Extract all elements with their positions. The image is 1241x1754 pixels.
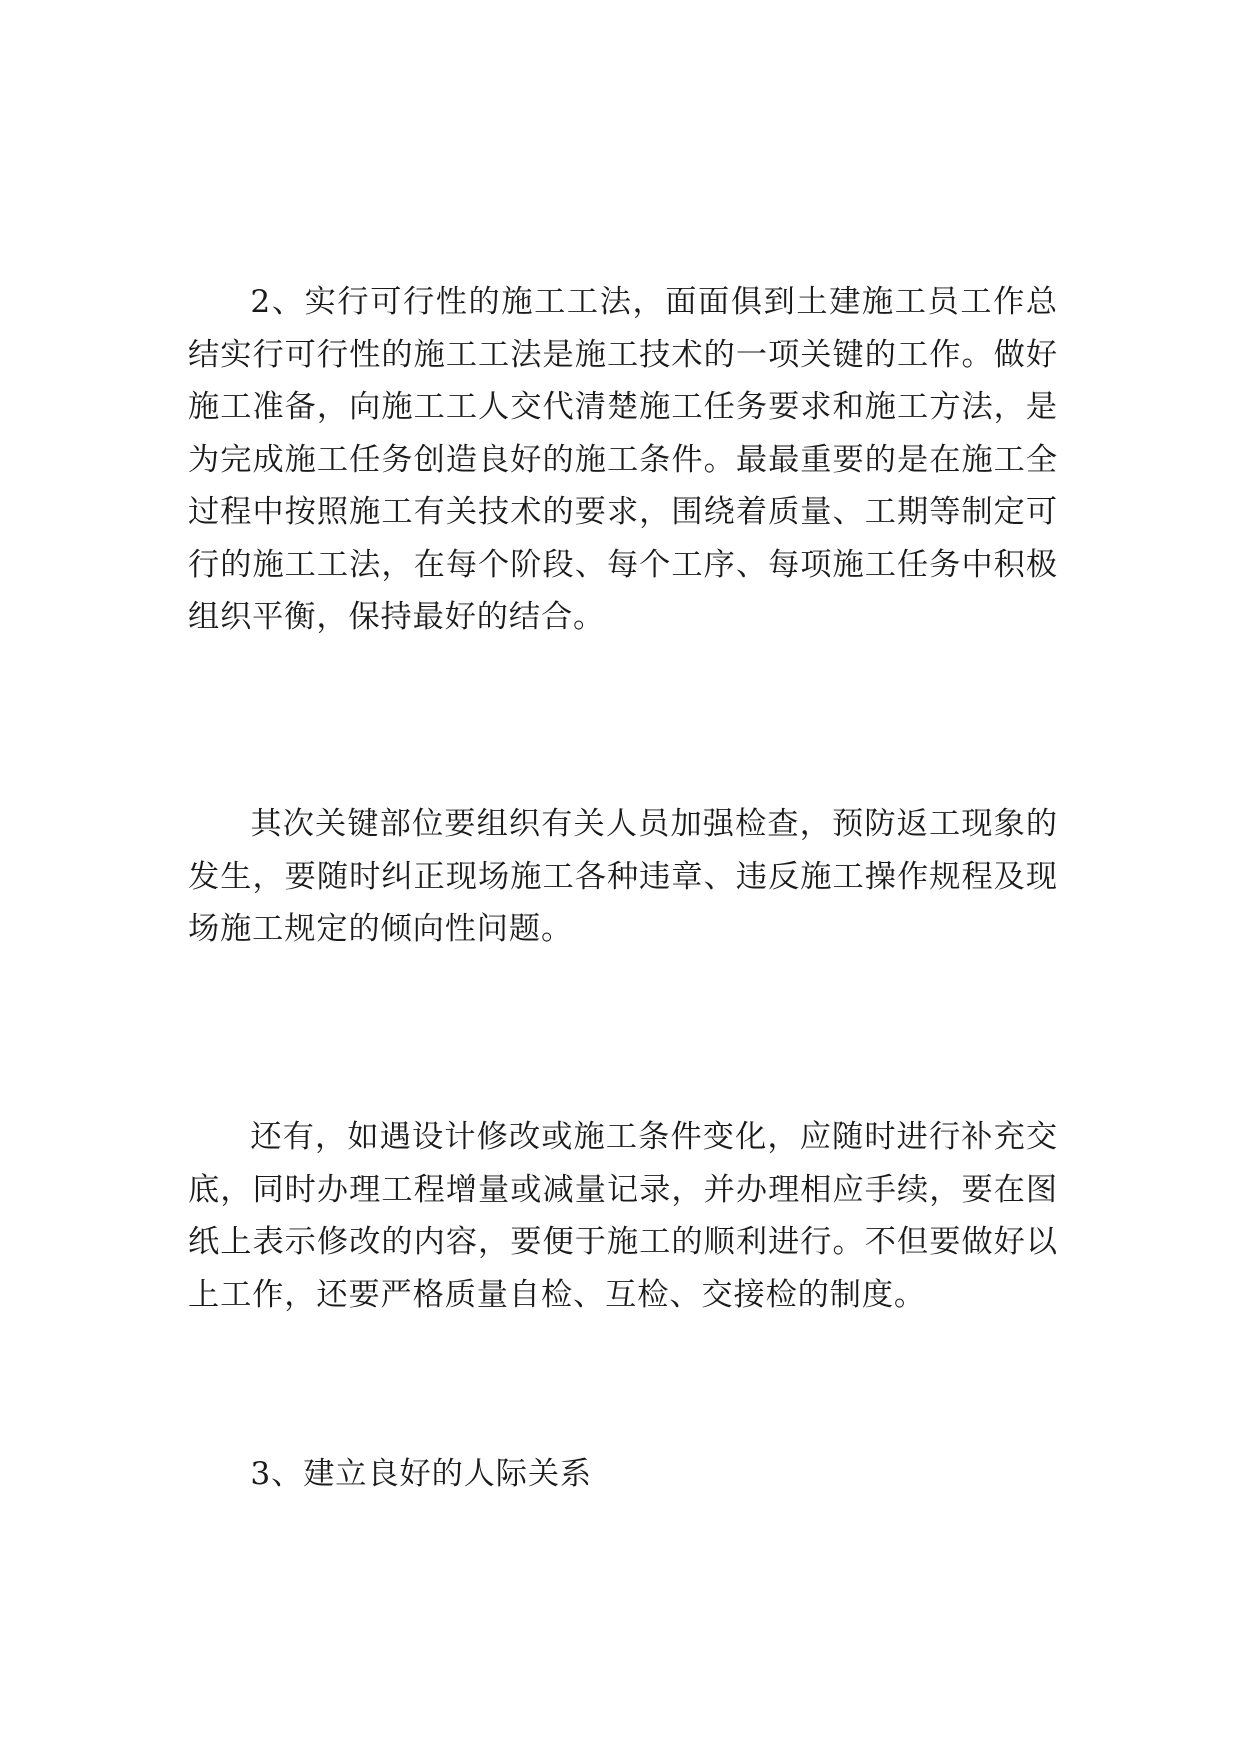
paragraph-key-inspection: 其次关键部位要组织有关人员加强检查，预防返工现象的发生，要随时纠正现场施工各种违章、违反施工操作规程及现场施工规定的倾向性问题。 bbox=[188, 806, 1058, 947]
section-heading-relationships: 3、建立良好的人际关系 bbox=[250, 1456, 593, 1492]
paragraph-design-changes: 还有，如遇设计修改或施工条件变化，应随时进行补充交底，同时办理工程增量或减量记录，并办理相应手续，要在图纸上表示修改的内容，要便于施工的顺利进行。不但要做好以上工作，还要严格质量自检、互检、交接检的制度。 bbox=[188, 1119, 1058, 1313]
paragraph-construction-method: 2、实行可行性的施工工法，面面俱到土建施工员工作总结实行可行性的施工工法是施工技术的一项关键的工作。做好施工准备，向施工工人交代清楚施工任务要求和施工方法，是为完成施工任务创造良好的施工条件。最最重要的是在施工全过程中按照施工有关技术的要求，围绕着质量、工期等制定可行的施工工法，在每个阶段、每个工序、每项施工任务中积极组织平衡，保持最好的结合。 bbox=[188, 284, 1058, 635]
